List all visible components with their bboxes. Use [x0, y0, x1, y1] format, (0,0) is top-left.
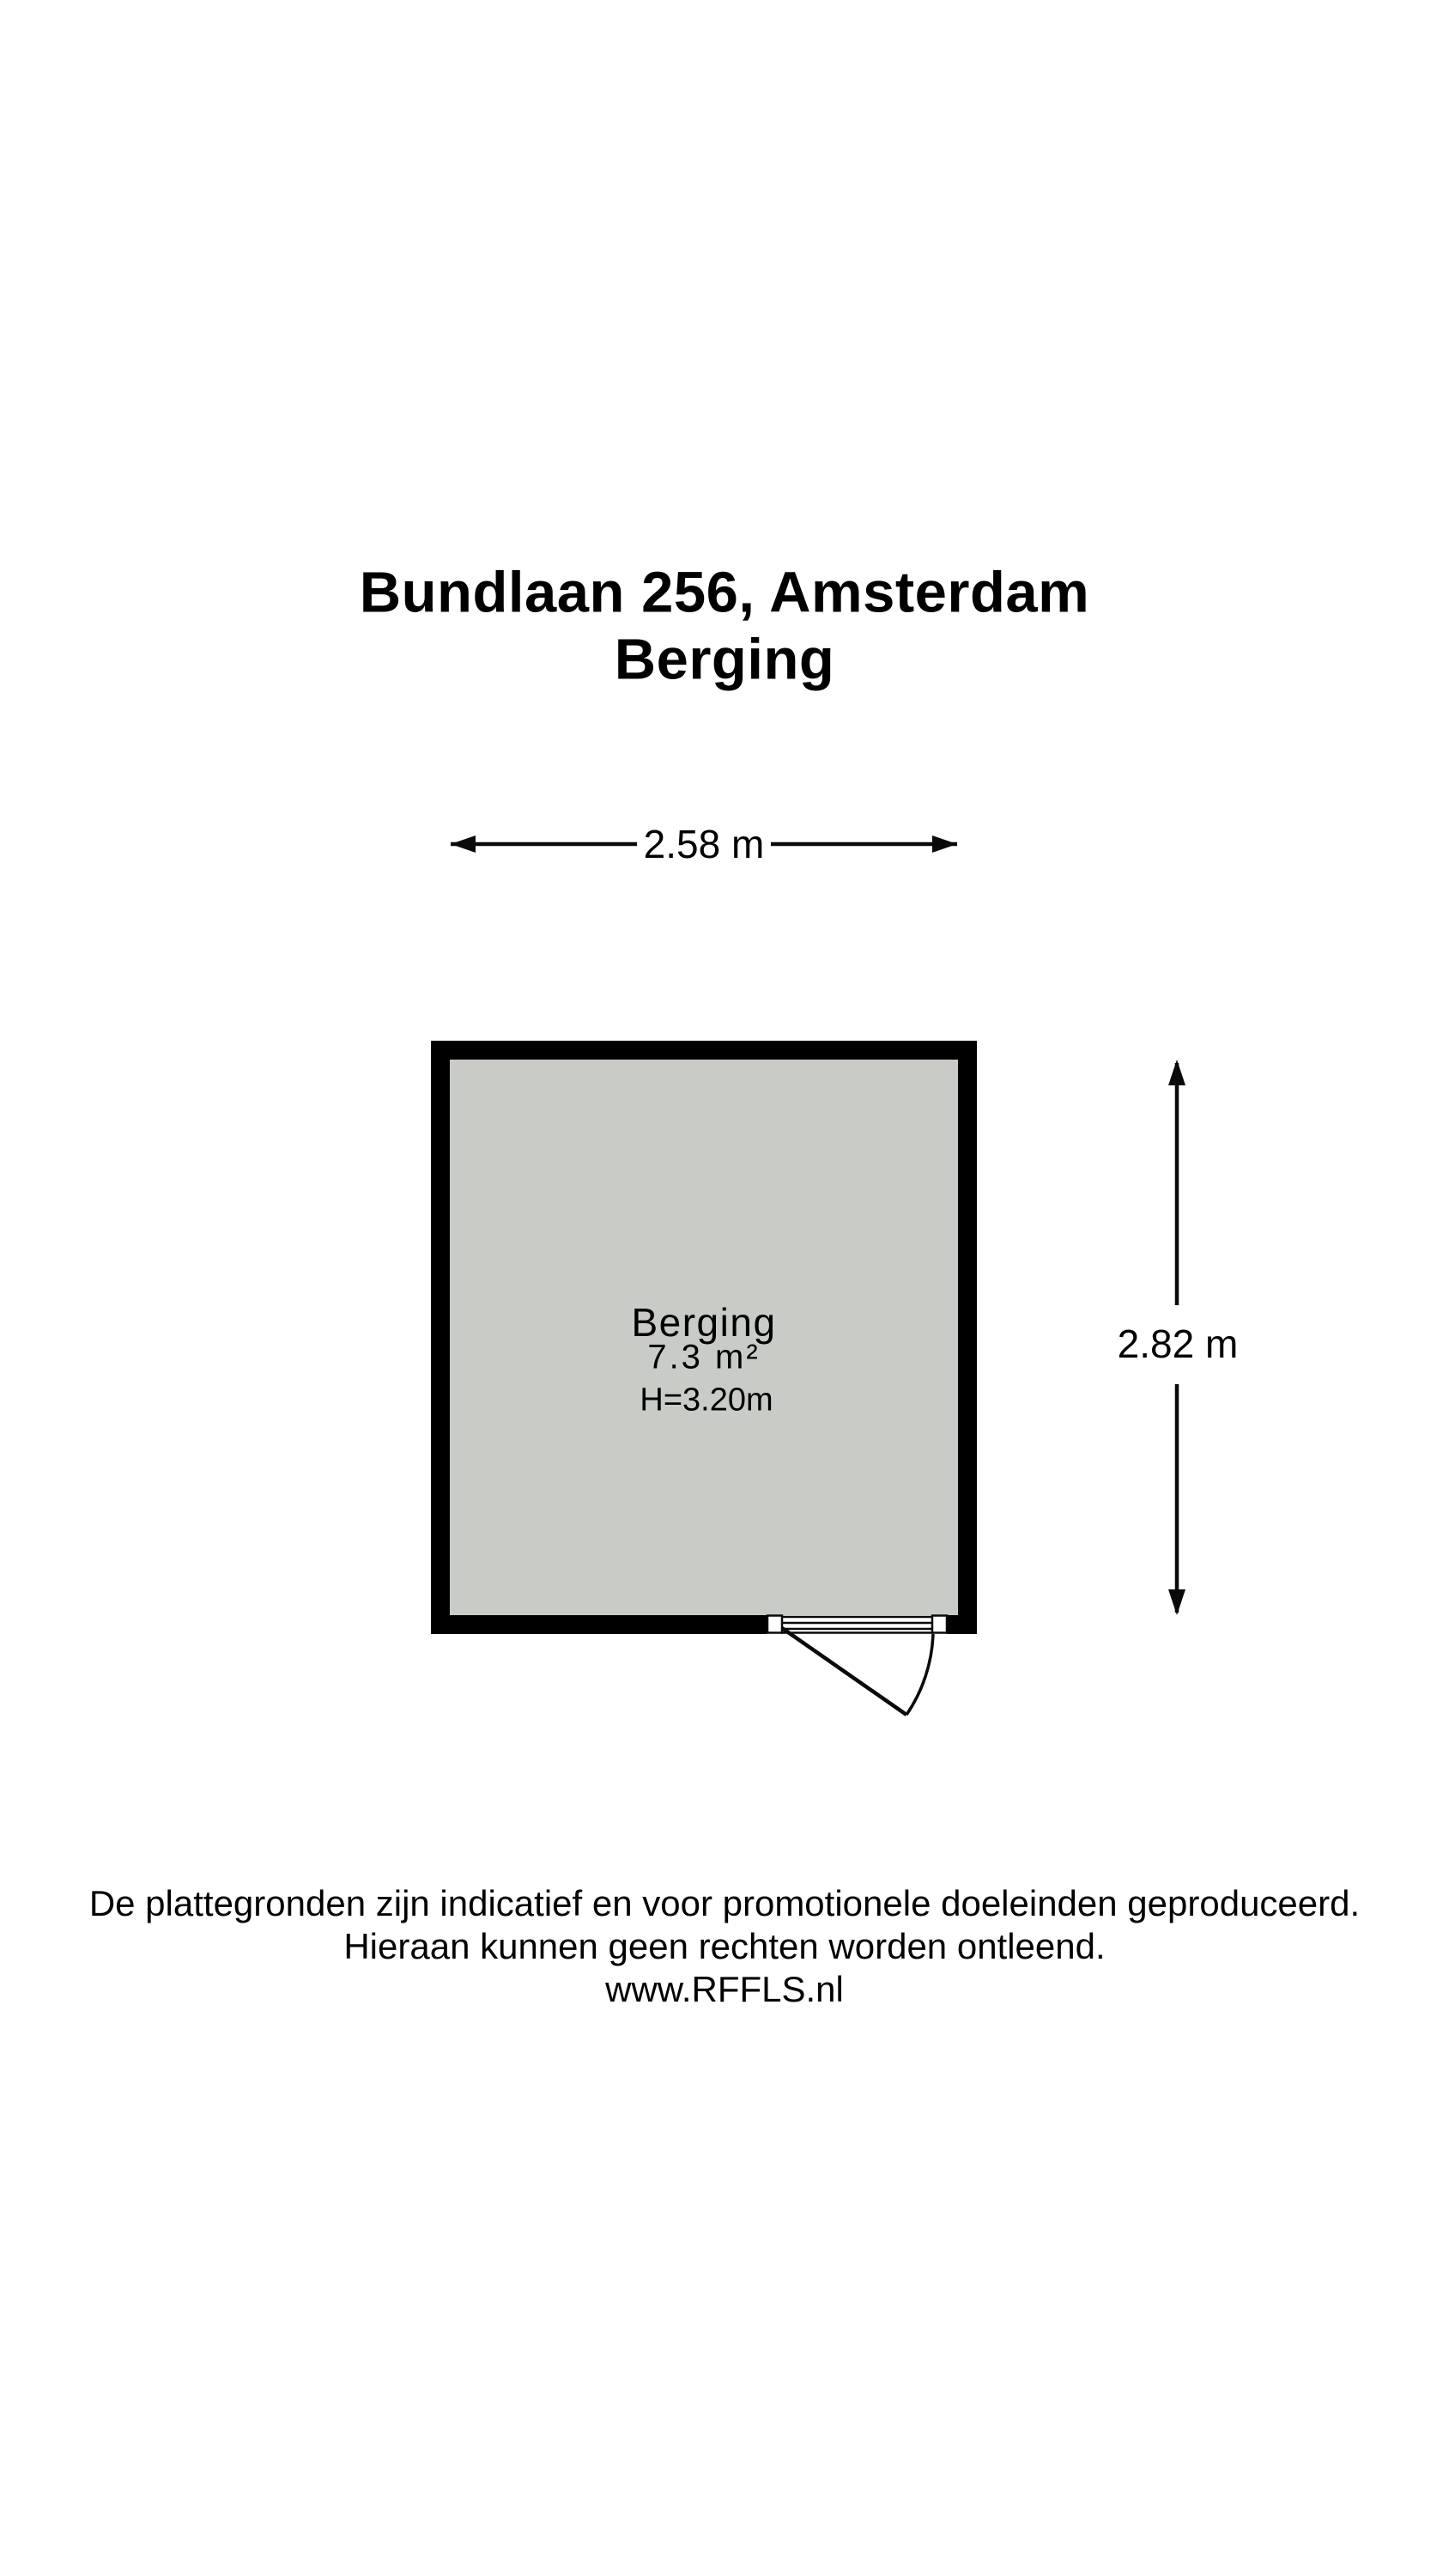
door-leaf — [782, 1628, 906, 1715]
door-opening — [767, 1615, 947, 1634]
room-name-label: Berging — [631, 1300, 777, 1345]
width-dimension-label: 2.58 m — [643, 822, 765, 866]
door-post-right — [932, 1616, 947, 1633]
page-title-address: Bundlaan 256, Amsterdam — [359, 560, 1090, 625]
footer-disclaimer — [89, 1882, 1360, 2011]
door — [767, 1615, 947, 1715]
page-title-room-type: Berging — [614, 627, 835, 692]
footer-line-2: Hieraan kunnen geen rechten worden ontleend. — [343, 1926, 1106, 1966]
door-swing-arc — [906, 1634, 933, 1715]
room-area-label: 7.3 m² — [647, 1338, 761, 1376]
footer-website: www.RFFLS.nl — [605, 1969, 844, 2009]
height-dimension-label: 2.82 m — [1117, 1321, 1239, 1366]
arrowhead-up-icon — [1168, 1060, 1185, 1085]
footer-line-1: De plattegronden zijn indicatief en voor promotionele doeleinden geproduceerd. — [88, 1883, 1361, 1923]
arrowhead-down-icon — [1168, 1589, 1185, 1615]
room-ceiling-height-label: H=3.20m — [640, 1382, 773, 1419]
door-post-left — [767, 1616, 782, 1633]
arrowhead-left-icon — [451, 835, 476, 853]
arrowhead-right-icon — [932, 835, 957, 853]
